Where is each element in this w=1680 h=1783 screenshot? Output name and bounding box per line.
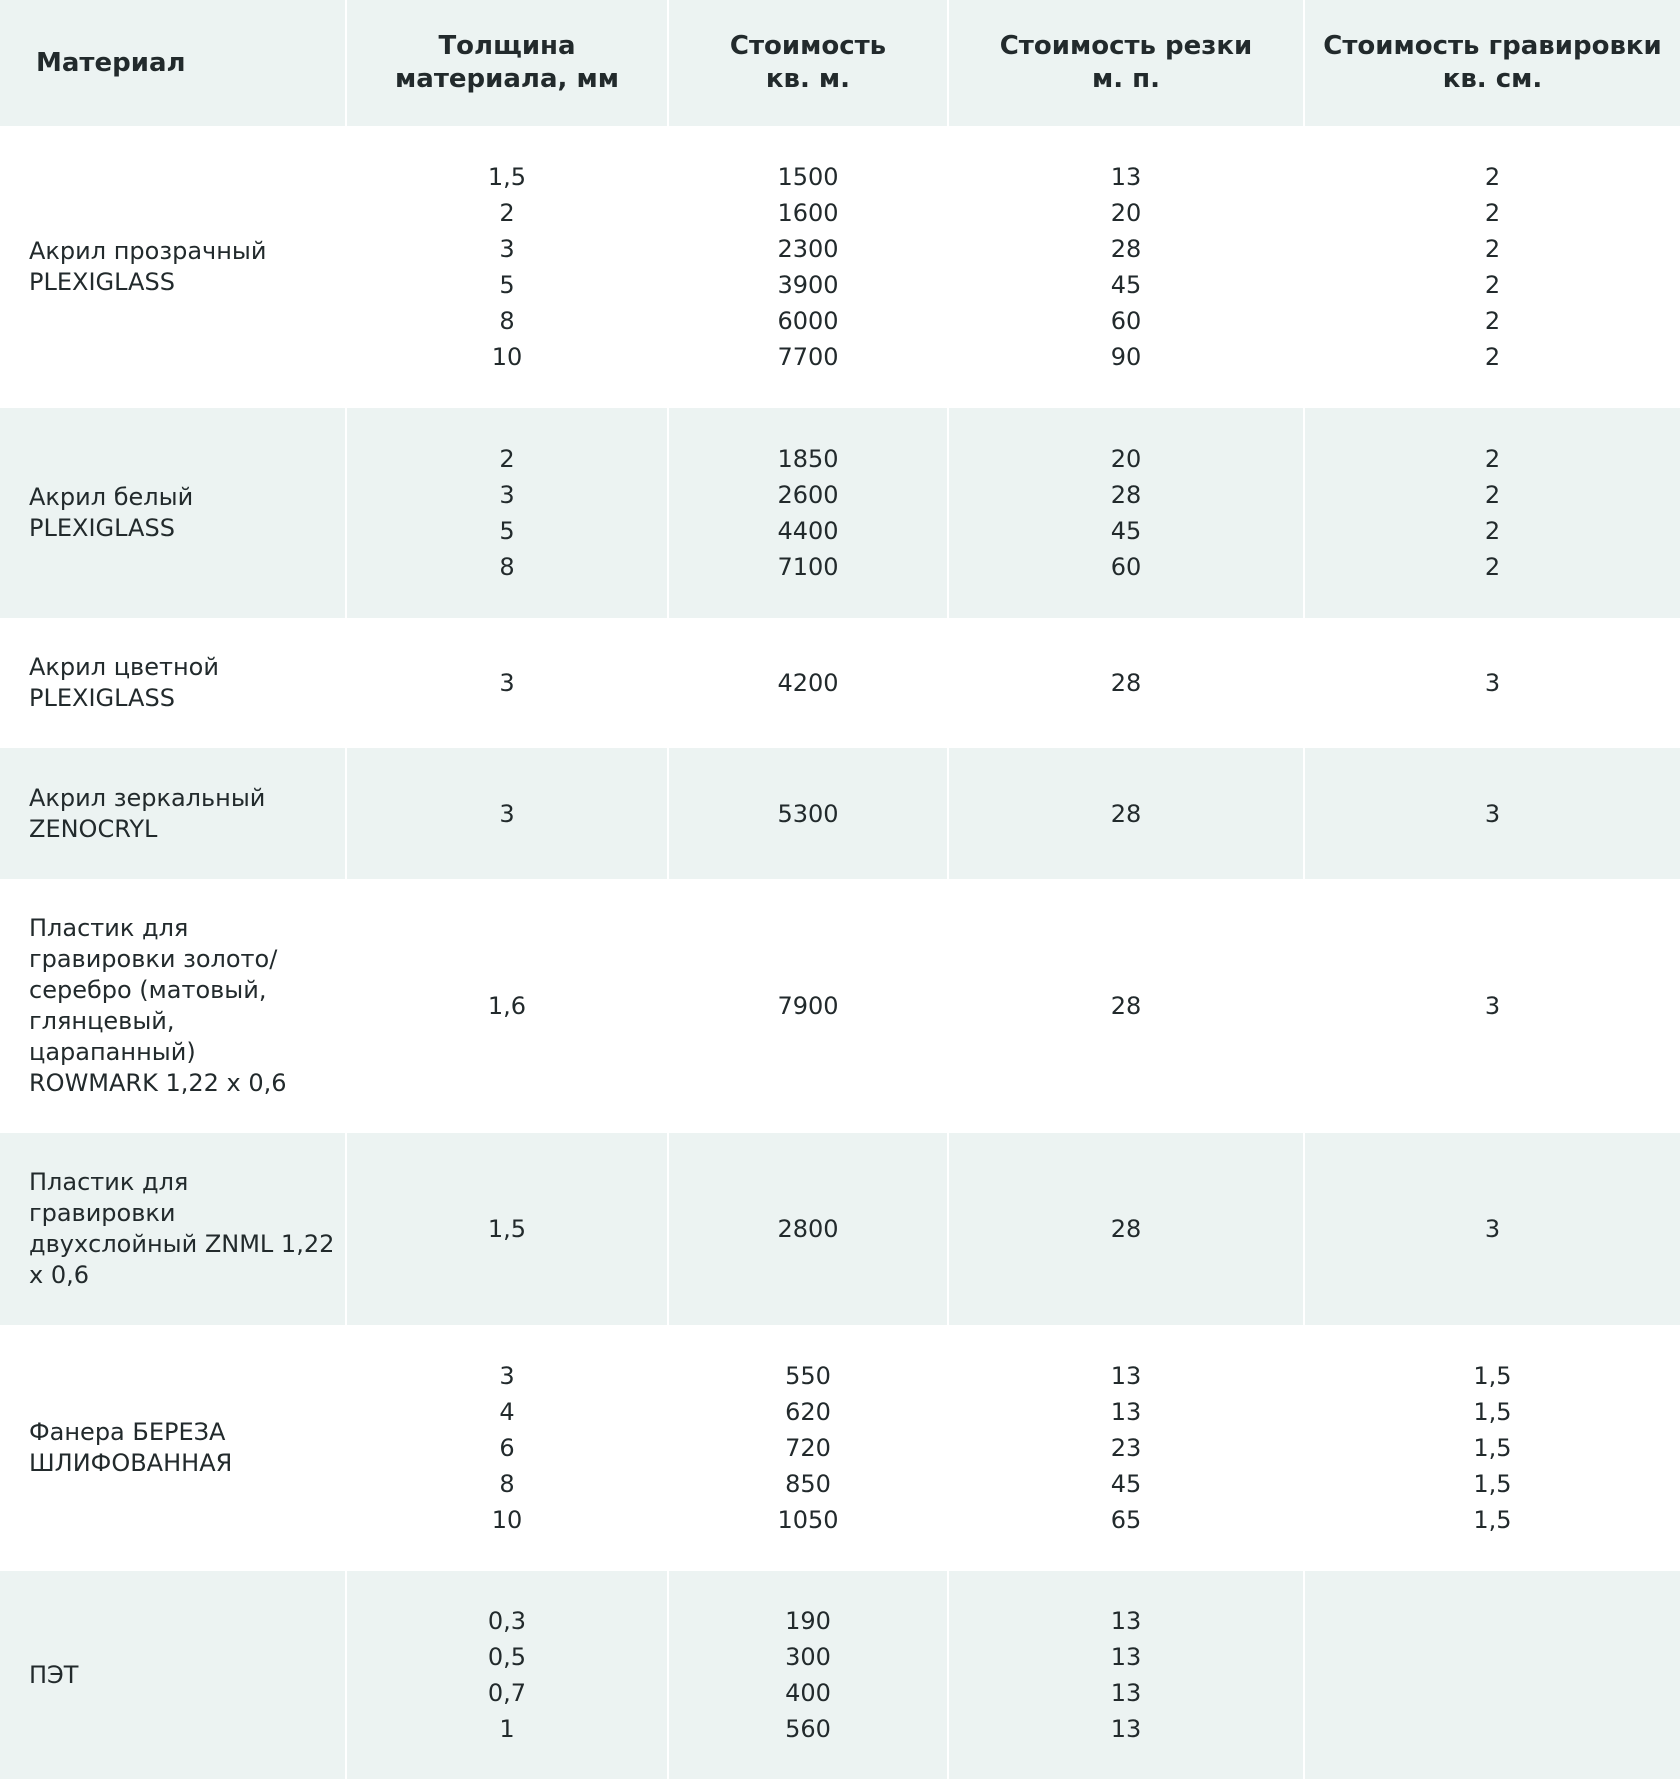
thickness-value: 8 — [499, 307, 515, 335]
thickness-value: 1,5 — [487, 1215, 527, 1243]
engrave-price-value: 2 — [1484, 199, 1501, 227]
header-cut-price: Стоимость резки м. п. — [948, 0, 1304, 126]
table-row — [0, 879, 1680, 1133]
price-sqm-cell — [668, 618, 948, 748]
cut-price-value: 45 — [1110, 517, 1142, 545]
thickness-cell — [346, 748, 668, 879]
price-sqm-value: 560 — [785, 1715, 831, 1743]
cut-price-value: 13 — [1110, 1607, 1142, 1635]
engrave-price-cell — [1304, 1133, 1680, 1325]
cut-price-value: 90 — [1110, 343, 1142, 371]
cut-price-value: 28 — [1110, 481, 1142, 509]
thickness-value: 3 — [499, 481, 515, 509]
engrave-price-value: 2 — [1484, 445, 1501, 473]
header-price-sqm: Стоимость кв. м. — [668, 0, 948, 126]
cut-price-value: 28 — [1110, 992, 1142, 1020]
price-sqm-cell — [668, 879, 948, 1133]
engrave-price-value: 3 — [1484, 669, 1501, 697]
thickness-value: 8 — [499, 1470, 515, 1498]
thickness-value: 5 — [499, 271, 515, 299]
material-brand: PLEXIGLASS — [29, 268, 175, 296]
price-sqm-value: 550 — [785, 1362, 831, 1390]
price-sqm-value: 400 — [785, 1679, 831, 1707]
price-sqm-value: 1500 — [777, 163, 839, 191]
thickness-value: 3 — [499, 1362, 515, 1390]
material-cell — [0, 1133, 346, 1325]
thickness-cell — [346, 1571, 668, 1779]
table-row — [0, 1325, 1680, 1571]
header-thickness: Толщина материала, мм — [346, 0, 668, 126]
material-cell — [0, 879, 346, 1133]
price-sqm-value: 7700 — [777, 343, 839, 371]
thickness-cell — [346, 879, 668, 1133]
engrave-price-value: 3 — [1484, 992, 1501, 1020]
price-sqm-value: 4200 — [777, 669, 839, 697]
price-sqm-value: 5300 — [777, 799, 839, 828]
table-row — [0, 408, 1680, 618]
material-name: ПЭТ — [29, 1660, 79, 1689]
cut-price-cell — [948, 408, 1304, 618]
cut-price-value: 60 — [1110, 553, 1142, 581]
thickness-cell — [346, 1325, 668, 1571]
cut-price-cell — [948, 126, 1304, 408]
engrave-price-value: 2 — [1484, 163, 1501, 191]
engrave-price-cell — [1304, 1571, 1680, 1779]
price-sqm-value: 2800 — [777, 1215, 839, 1243]
material-brand: PLEXIGLASS — [29, 684, 175, 712]
thickness-value: 10 — [491, 1506, 523, 1534]
cut-price-value: 13 — [1110, 1362, 1142, 1390]
material-cell — [0, 618, 346, 748]
cut-price-cell — [948, 1133, 1304, 1325]
price-sqm-value: 4400 — [777, 517, 839, 545]
thickness-value: 3 — [499, 235, 515, 263]
price-sqm-value: 1050 — [777, 1506, 839, 1534]
cut-price-value: 45 — [1110, 1470, 1142, 1498]
engrave-price-cell — [1304, 748, 1680, 879]
engrave-price-value: 1,5 — [1473, 1470, 1512, 1498]
engrave-price-value: 2 — [1484, 517, 1501, 545]
material-name: Пластик для гравировки золото/ серебро (матовый, глянцевый, царапанный) — [29, 914, 278, 1066]
price-sqm-value: 1600 — [777, 199, 839, 227]
price-sqm-value: 2300 — [777, 235, 839, 263]
thickness-value: 2 — [499, 199, 515, 227]
engrave-price-value: 2 — [1484, 307, 1501, 335]
engrave-price-value: 1,5 — [1473, 1434, 1512, 1462]
material-cell — [0, 748, 346, 879]
material-name: Акрил зеркальный — [29, 783, 266, 812]
material-cell — [0, 1325, 346, 1571]
price-sqm-cell — [668, 1133, 948, 1325]
cut-price-value: 23 — [1110, 1434, 1142, 1462]
material-brand: ROWMARK 1,22 x 0,6 — [29, 1069, 287, 1097]
cut-price-cell — [948, 748, 1304, 879]
thickness-value: 8 — [499, 553, 515, 581]
header-engrave-price: Стоимость гравировки кв. см. — [1323, 31, 1662, 94]
thickness-value: 3 — [499, 669, 515, 697]
material-cell — [0, 408, 346, 618]
thickness-value: 1,5 — [487, 163, 527, 191]
material-cell — [0, 126, 346, 408]
price-sqm-value: 190 — [785, 1607, 831, 1635]
cut-price-value: 45 — [1110, 271, 1142, 299]
cut-price-value: 20 — [1110, 199, 1142, 227]
engrave-price-value: 3 — [1484, 799, 1501, 828]
table-row — [0, 126, 1680, 408]
thickness-value: 10 — [491, 343, 523, 371]
thickness-value: 1,6 — [487, 992, 527, 1020]
price-sqm-value: 2600 — [777, 481, 839, 509]
price-sqm-cell — [668, 1325, 948, 1571]
material-name: Акрил прозрачный — [29, 237, 267, 265]
engrave-price-value: 2 — [1484, 235, 1501, 263]
engrave-price-cell — [1304, 126, 1680, 408]
table-row — [0, 1133, 1680, 1325]
price-sqm-value: 7900 — [777, 992, 839, 1020]
engrave-price-value: 3 — [1484, 1215, 1501, 1243]
engrave-price-value: 1,5 — [1473, 1398, 1512, 1426]
price-sqm-value: 300 — [785, 1643, 831, 1671]
cut-price-cell — [948, 879, 1304, 1133]
cut-price-value: 13 — [1110, 1679, 1142, 1707]
thickness-value: 4 — [499, 1398, 515, 1426]
price-sqm-cell — [668, 408, 948, 618]
thickness-value: 3 — [499, 799, 515, 828]
price-sqm-value: 1850 — [777, 445, 839, 473]
table-row — [0, 748, 1680, 879]
cut-price-cell — [948, 1571, 1304, 1779]
material-name: Акрил белый — [29, 483, 194, 511]
cut-price-value: 20 — [1110, 445, 1142, 473]
engrave-price-cell — [1304, 1325, 1680, 1571]
cut-price-cell — [948, 1325, 1304, 1571]
thickness-cell — [346, 618, 668, 748]
price-sqm-value: 720 — [785, 1434, 831, 1462]
price-sqm-cell — [668, 126, 948, 408]
price-sqm-cell — [668, 748, 948, 879]
material-cell — [0, 1571, 346, 1779]
table-row — [0, 618, 1680, 748]
thickness-cell — [346, 126, 668, 408]
cut-price-value: 13 — [1110, 163, 1142, 191]
engrave-price-cell — [1304, 408, 1680, 618]
material-brand: PLEXIGLASS — [29, 514, 175, 542]
engrave-price-cell — [1304, 879, 1680, 1133]
price-sqm-cell — [668, 1571, 948, 1779]
cut-price-value: 28 — [1110, 669, 1142, 697]
thickness-value: 2 — [499, 445, 515, 473]
price-sqm-value: 850 — [785, 1470, 831, 1498]
cut-price-cell — [948, 618, 1304, 748]
material-brand: ZENOCRYL — [29, 814, 158, 843]
cut-price-value: 13 — [1110, 1398, 1142, 1426]
price-sqm-value: 620 — [785, 1398, 831, 1426]
thickness-value: 6 — [499, 1434, 515, 1462]
cut-price-value: 28 — [1110, 799, 1142, 828]
thickness-value: 0,3 — [487, 1607, 527, 1635]
price-sqm-value: 7100 — [777, 553, 839, 581]
thickness-cell — [346, 408, 668, 618]
material-name: Акрил цветной — [29, 653, 219, 681]
price-sqm-value: 6000 — [777, 307, 839, 335]
thickness-value: 0,5 — [487, 1643, 527, 1671]
engrave-price-cell — [1304, 618, 1680, 748]
cut-price-value: 28 — [1110, 235, 1142, 263]
cut-price-value: 65 — [1110, 1506, 1142, 1534]
cut-price-value: 60 — [1110, 307, 1142, 335]
engrave-price-value: 2 — [1484, 481, 1501, 509]
engrave-price-value: 1,5 — [1473, 1362, 1512, 1390]
price-sqm-value: 3900 — [777, 271, 839, 299]
header-row — [0, 0, 1680, 126]
engrave-price-value: 2 — [1484, 343, 1501, 371]
thickness-cell — [346, 1133, 668, 1325]
material-name: Пластик для гравировки двухслойный ZNML 1,22 x 0,6 — [29, 1168, 335, 1289]
table-row — [0, 1571, 1680, 1779]
header-material: Материал — [0, 0, 346, 126]
cut-price-value: 13 — [1110, 1643, 1142, 1671]
thickness-value: 1 — [499, 1715, 515, 1743]
cut-price-value: 28 — [1110, 1215, 1142, 1243]
thickness-value: 0,7 — [487, 1679, 527, 1707]
thickness-value: 5 — [499, 517, 515, 545]
engrave-price-value: 2 — [1484, 271, 1501, 299]
cut-price-value: 13 — [1110, 1715, 1142, 1743]
engrave-price-value: 1,5 — [1473, 1506, 1512, 1534]
engrave-price-value: 2 — [1484, 553, 1501, 581]
material-name: Фанера БЕРЕЗА ШЛИФОВАННАЯ — [29, 1418, 233, 1477]
